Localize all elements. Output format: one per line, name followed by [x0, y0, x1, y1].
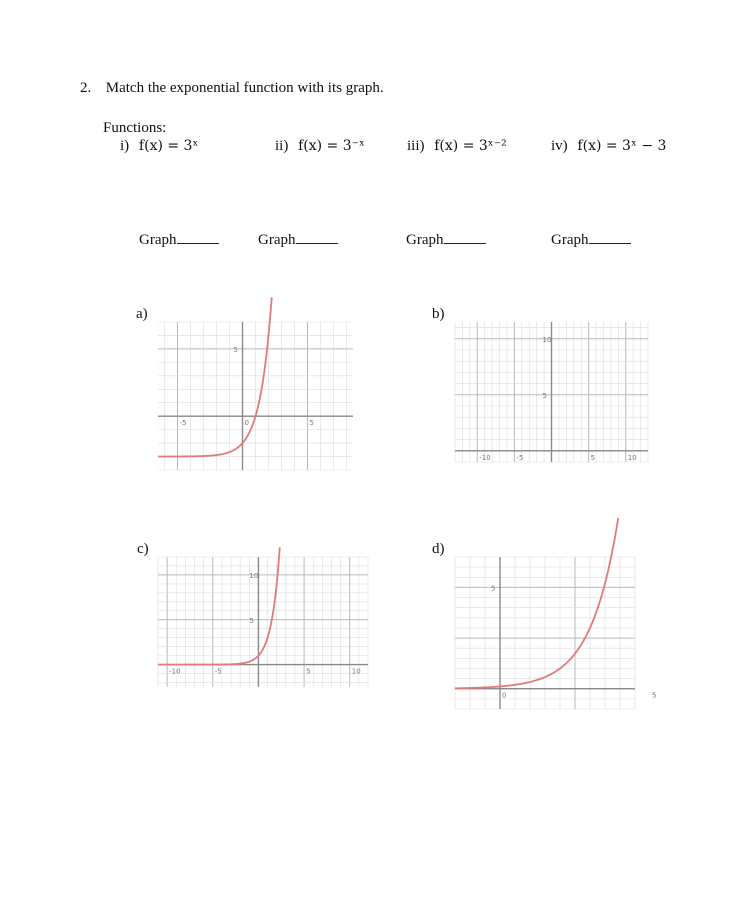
- x-tick-label: 5: [306, 667, 311, 676]
- graph-answer-1: [139, 231, 219, 249]
- question: [80, 80, 384, 97]
- functions-heading: Functions:: [103, 120, 167, 136]
- question-prompt: Match the exponential function with its graph.: [105, 80, 384, 96]
- x-tick-label: -5: [179, 419, 187, 428]
- function-iv: [551, 138, 666, 155]
- function-expression: f(x) = 3ˣ − 3: [577, 138, 667, 154]
- graph-label-c: c): [137, 541, 149, 557]
- x-tick-label: 5: [309, 419, 314, 428]
- function-i: [120, 138, 198, 155]
- function-numeral: i): [120, 138, 130, 154]
- graph-answer-3: [406, 231, 486, 249]
- function-iii: [407, 138, 507, 155]
- answer-blank[interactable]: [589, 231, 631, 244]
- graph-label-b: b): [432, 306, 445, 322]
- graph-word: Graph: [139, 232, 177, 248]
- graph-answer-4: [551, 231, 631, 249]
- x-tick-label: 0: [244, 419, 249, 428]
- question-number: 2.: [80, 80, 92, 96]
- answer-blank[interactable]: [444, 231, 486, 244]
- function-expression: f(x) = 3ˣ⁻²: [434, 138, 507, 154]
- function-curve: [455, 518, 618, 688]
- y-tick-label: 10: [249, 571, 259, 580]
- function-curve: [158, 297, 272, 456]
- function-ii: [275, 138, 365, 155]
- graph-a: [158, 322, 353, 470]
- y-tick-label: 5: [249, 616, 254, 625]
- graph-word: Graph: [258, 232, 296, 248]
- graph-word: Graph: [406, 232, 444, 248]
- function-expression: f(x) = 3ˣ: [138, 138, 199, 154]
- x-tick-label: 5: [652, 691, 657, 700]
- function-numeral: iv): [551, 138, 568, 154]
- graph-label-a: a): [136, 306, 148, 322]
- x-tick-label: -5: [214, 667, 222, 676]
- function-numeral: iii): [407, 138, 425, 154]
- function-numeral: ii): [275, 138, 289, 154]
- graph-d: [455, 557, 657, 709]
- answer-blank[interactable]: [177, 231, 219, 244]
- x-tick-label: -5: [516, 453, 524, 462]
- x-tick-label: 0: [502, 691, 507, 700]
- y-tick-label: 5: [542, 391, 547, 400]
- x-tick-label: 10: [351, 667, 361, 676]
- y-tick-label: 10: [542, 335, 552, 344]
- x-tick-label: -10: [169, 667, 181, 676]
- x-tick-label: 5: [590, 453, 596, 462]
- graph-label-d: d): [432, 541, 445, 557]
- x-tick-label: 10: [627, 453, 637, 462]
- graph-c: [158, 557, 368, 687]
- graph-word: Graph: [551, 232, 589, 248]
- function-expression: f(x) = 3⁻ˣ: [298, 138, 365, 154]
- y-tick-label: 5: [491, 584, 496, 593]
- y-tick-label: 5: [233, 345, 238, 354]
- graph-answer-2: [258, 231, 338, 249]
- graph-b: [455, 322, 648, 462]
- x-tick-label: -10: [479, 453, 491, 462]
- answer-blank[interactable]: [296, 231, 338, 244]
